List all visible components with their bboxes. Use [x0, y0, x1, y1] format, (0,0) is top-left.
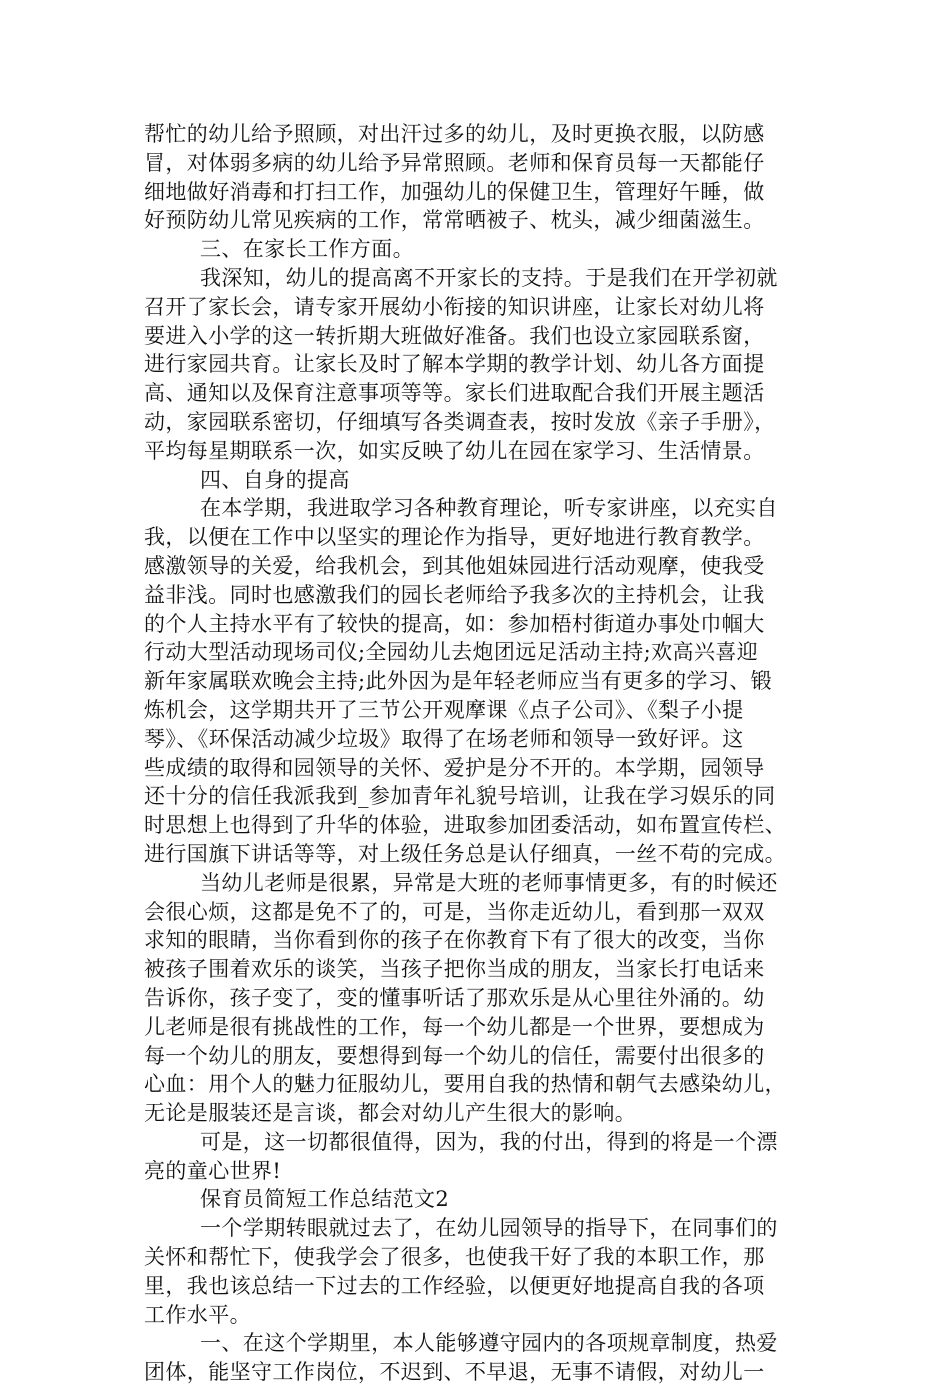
- text-line: 关怀和帮忙下，使我学会了很多，也使我干好了我的本职工作，那: [144, 1245, 765, 1270]
- text-line: 我，以便在工作中以坚实的理论作为指导，更好地进行教育教学。: [144, 525, 765, 550]
- text-line: 每一个幼儿的朋友，要想得到每一个幼儿的信任，需要付出很多的: [144, 1043, 765, 1068]
- text-line: 告诉你，孩子变了，变的懂事听话了那欢乐是从心里往外涌的。幼: [144, 985, 765, 1010]
- text-line: 儿老师是很有挑战性的工作，每一个幼儿都是一个世界，要想成为: [144, 1014, 765, 1039]
- text-line: 被孩子围着欢乐的谈笑，当孩子把你当成的朋友，当家长打电话来: [144, 957, 765, 982]
- text-line: 会很心烦，这都是免不了的，可是，当你走近幼儿，看到那一双双: [144, 899, 765, 924]
- text-line: 进行国旗下讲话等等，对上级任务总是认仔细真，一丝不苟的完成。: [144, 841, 786, 866]
- text-line: 新年家属联欢晚会主持;此外因为是年轻老师应当有更多的学习、锻: [144, 669, 773, 694]
- text-line: 求知的眼睛，当你看到你的孩子在你教育下有了很大的改变，当你: [144, 928, 765, 953]
- text-line: 还十分的信任我派我到_参加青年礼貌号培训，让我在学习娱乐的同: [144, 784, 776, 809]
- text-line: 行动大型活动现场司仪;全园幼儿去炮团远足活动主持;欢高兴喜迎: [144, 640, 759, 665]
- text-line: 四、自身的提高: [200, 467, 350, 492]
- text-line: 的个人主持水平有了较快的提高，如：参加梧村街道办事处巾帼大: [144, 611, 765, 636]
- text-line: 细地做好消毒和打扫工作，加强幼儿的保健卫生，管理好午睡，做: [144, 179, 765, 204]
- text-line: 要进入小学的这一转折期大班做好准备。我们也设立家园联系窗，: [144, 323, 765, 348]
- text-line: 平均每星期联系一次，如实反映了幼儿在园在家学习、生活情景。: [144, 438, 765, 463]
- text-line: 时思想上也得到了升华的体验，进取参加团委活动，如布置宣传栏、: [144, 813, 786, 838]
- text-line: 帮忙的幼儿给予照顾，对出汗过多的幼儿，及时更换衣服，以防感: [144, 122, 765, 146]
- text-line: 心血：用个人的魅力征服幼儿，要用自我的热情和朝气去感染幼儿，: [144, 1072, 786, 1097]
- text-line: 琴》、《环保活动减少垃圾》取得了在场老师和领导一致好评。这: [144, 726, 744, 751]
- text-line: 些成绩的取得和园领导的关怀、爱护是分不开的。本学期，园领导: [144, 755, 765, 780]
- text-line: 进行家园共育。让家长及时了解本学期的教学计划、幼儿各方面提: [144, 352, 765, 377]
- text-line: 一个学期转眼就过去了，在幼儿园领导的指导下，在同事们的: [200, 1216, 778, 1241]
- text-line: 当幼儿老师是很累，异常是大班的老师事情更多，有的时候还: [200, 870, 778, 895]
- text-line: 在本学期，我进取学习各种教育理论，听专家讲座，以充实自: [200, 496, 778, 521]
- text-line: 工作水平。: [144, 1302, 251, 1327]
- text-line: 好预防幼儿常见疾病的工作，常常晒被子、枕头，减少细菌滋生。: [144, 208, 765, 233]
- text-line: 里，我也该总结一下过去的工作经验，以便更好地提高自我的各项: [144, 1273, 765, 1298]
- text-line: 无论是服装还是言谈，都会对幼儿产生很大的影响。: [144, 1101, 637, 1126]
- text-line: 可是，这一切都很值得，因为，我的付出，得到的将是一个漂: [200, 1129, 778, 1154]
- text-line: 一、在这个学期里，本人能够遵守园内的各项规章制度，热爱: [200, 1331, 778, 1356]
- text-line: 益非浅。同时也感激我们的园长老师给予我多次的主持机会，让我: [144, 582, 765, 607]
- text-line: 团体，能坚守工作岗位，不迟到、不早退，无事不请假，对幼儿一: [144, 1360, 765, 1385]
- text-line: 动，家园联系密切，仔细填写各类调查表，按时发放《亲子手册》，: [144, 409, 776, 434]
- text-line: 亮的童心世界!: [144, 1158, 282, 1183]
- text-line: 冒，对体弱多病的幼儿给予异常照顾。老师和保育员每一天都能仔: [144, 150, 765, 175]
- text-line: 保育员简短工作总结范文2: [200, 1187, 450, 1212]
- text-line: 高、通知以及保育注意事项等等。家长们进取配合我们开展主题活: [144, 381, 765, 406]
- document-page: [144, 120, 814, 1387]
- text-line: 炼机会，这学期共开了三节公开观摩课《点子公司》、《梨子小提: [144, 697, 744, 722]
- text-line: 我深知，幼儿的提高离不开家长的支持。于是我们在开学初就: [200, 265, 778, 290]
- text-line: 三、在家长工作方面。: [200, 237, 414, 262]
- text-line: 感激领导的关爱，给我机会，到其他姐妹园进行活动观摩，使我受: [144, 553, 765, 578]
- text-line: 召开了家长会，请专家开展幼小衔接的知识讲座，让家长对幼儿将: [144, 294, 765, 319]
